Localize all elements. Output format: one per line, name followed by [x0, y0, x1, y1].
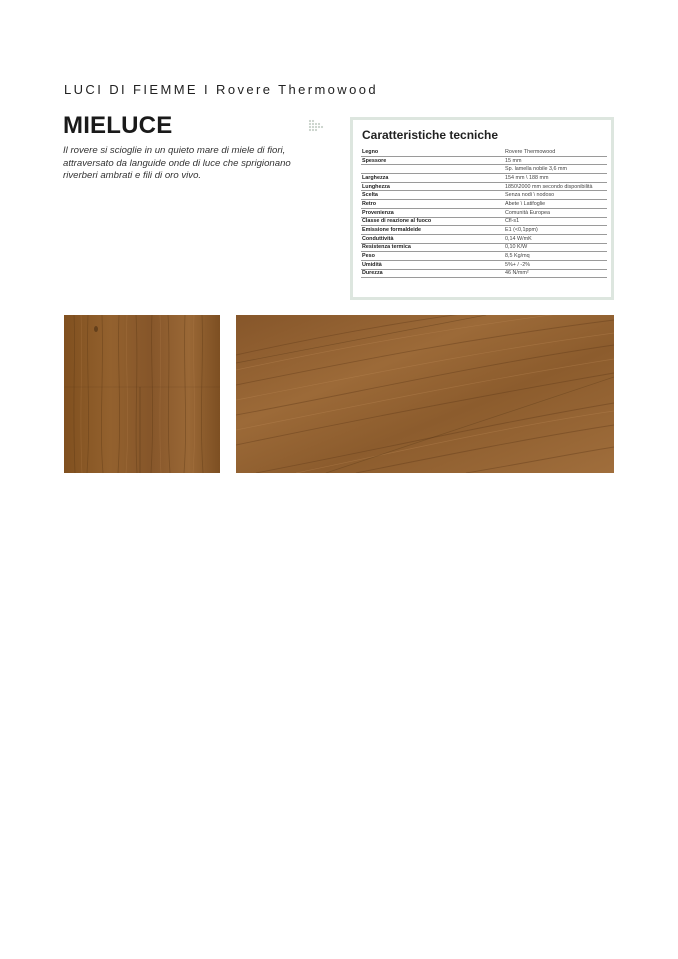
- spec-label: Conduttività: [361, 234, 504, 243]
- spec-value: Cfl-s1: [504, 217, 607, 226]
- spec-value: 8,5 Kg/mq: [504, 252, 607, 261]
- spec-label: Resistenza termica: [361, 243, 504, 252]
- spec-row: [361, 234, 607, 243]
- spec-value: 0,14 W/mK: [504, 234, 607, 243]
- spec-row: [361, 156, 607, 165]
- spec-label: Umidità: [361, 260, 504, 269]
- specs-table: [361, 148, 607, 278]
- spec-row: [361, 260, 607, 269]
- spec-label: Larghezza: [361, 174, 504, 183]
- specs-title: Caratteristiche tecniche: [362, 128, 499, 142]
- wood-sample-closeup-image: [64, 315, 220, 473]
- product-title: MIELUCE: [63, 112, 173, 139]
- spec-value: Sp. lamella nobile 3,6 mm: [504, 165, 607, 174]
- spec-value: Senza nodi \ nodoso: [504, 191, 607, 200]
- spec-value: 5%+ / -2%: [504, 260, 607, 269]
- spec-row: [361, 200, 607, 209]
- spec-row: [361, 217, 607, 226]
- spec-value: 15 mm: [504, 156, 607, 165]
- spec-label: Retro: [361, 200, 504, 209]
- spec-row: [361, 165, 607, 174]
- technical-specs-panel: [350, 117, 614, 300]
- spec-value: 0,10 K/W: [504, 243, 607, 252]
- wood-floor-panorama-image: [236, 315, 614, 473]
- spec-value: Abete \ Latifoglie: [504, 200, 607, 209]
- spec-row: [361, 191, 607, 200]
- spec-label: Spessore: [361, 156, 504, 165]
- spec-label: Scelta: [361, 191, 504, 200]
- spec-label: Lunghezza: [361, 182, 504, 191]
- spec-label: [361, 165, 504, 174]
- spec-row: [361, 243, 607, 252]
- decorative-dots-icon: [308, 119, 324, 133]
- spec-label: Legno: [361, 148, 504, 156]
- spec-label: Peso: [361, 252, 504, 261]
- spec-row: [361, 226, 607, 235]
- spec-value: 46 N/mm²: [504, 269, 607, 278]
- spec-value: 154 mm \ 188 mm: [504, 174, 607, 183]
- spec-row: [361, 182, 607, 191]
- collection-header: LUCI DI FIEMME I Rovere Thermowood: [64, 82, 378, 97]
- spec-label: Provenienza: [361, 208, 504, 217]
- spec-label: Durezza: [361, 269, 504, 278]
- spec-label: Emissione formaldeide: [361, 226, 504, 235]
- spec-value: Comunità Europea: [504, 208, 607, 217]
- spec-value: E1 (<0,1ppm): [504, 226, 607, 235]
- spec-label: Classe di reazione al fuoco: [361, 217, 504, 226]
- spec-row: [361, 174, 607, 183]
- spec-row: [361, 252, 607, 261]
- spec-row: [361, 269, 607, 278]
- spec-value: Rovere Thermowood: [504, 148, 607, 156]
- product-description: Il rovere si scioglie in un quieto mare di miele di fiori, attraversato da languide onde di luce che sprigionano riverberi ambrati e fili di oro vivo.: [63, 145, 291, 182]
- spec-row: [361, 148, 607, 156]
- spec-row: [361, 208, 607, 217]
- spec-value: 1850\2000 mm secondo disponibilità: [504, 182, 607, 191]
